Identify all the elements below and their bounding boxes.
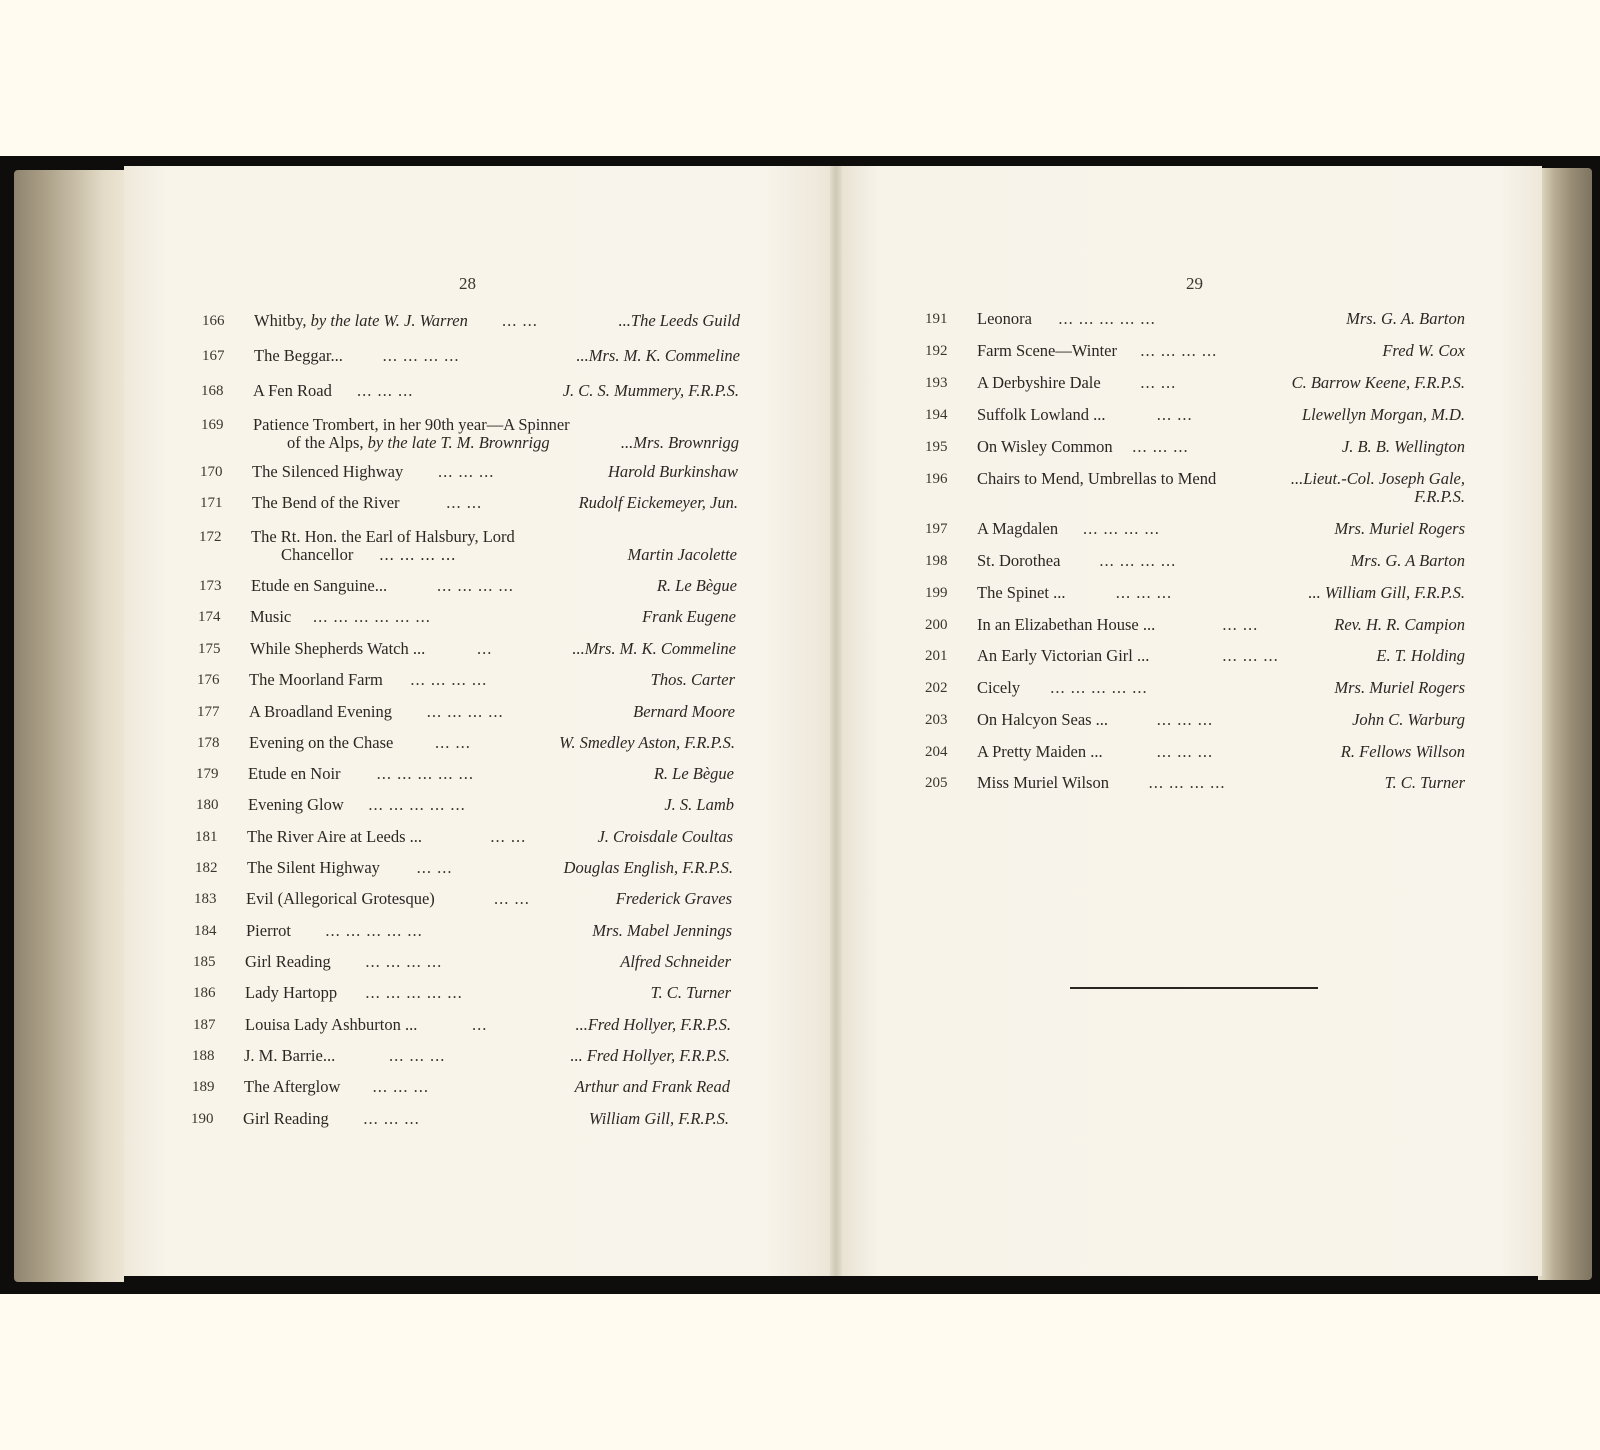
entry-exhibitor: J. C. S. Mummery, F.R.P.S. xyxy=(562,381,739,400)
leader-dots: ... ... ... xyxy=(372,1077,429,1096)
entry-number: 182 xyxy=(195,860,218,876)
entry-title-text: Louisa Lady Ashburton ... xyxy=(245,1015,418,1034)
entry-title xyxy=(977,679,1020,697)
leader-dots: ... ... ... xyxy=(357,381,414,400)
leader-dots: ... ... ... ... xyxy=(382,346,460,365)
entry-title xyxy=(252,463,403,481)
leader-dots: ... ... ... ... xyxy=(1099,551,1177,570)
entry-title xyxy=(253,382,332,400)
entry-title xyxy=(243,1110,329,1128)
entry-title-text: The Beggar... xyxy=(254,346,343,365)
entry-title-text: Whitby, xyxy=(254,311,311,330)
entry-title-text: The Silenced Highway xyxy=(252,462,404,481)
entry-title-text: Cicely xyxy=(977,678,1021,697)
entry-number: 185 xyxy=(193,954,216,970)
catalogue-entry xyxy=(198,640,736,660)
entry-number: 202 xyxy=(925,680,948,696)
entry-exhibitor: R. Le Bègue xyxy=(653,764,734,783)
catalogue-entry xyxy=(192,1047,730,1067)
leader-dots: ... ... ... xyxy=(1222,646,1279,665)
entry-title xyxy=(252,494,400,512)
leader-dots: ... ... ... xyxy=(1132,437,1189,456)
entry-exhibitor: R. Fellows Willson xyxy=(1340,742,1465,761)
entry-number: 186 xyxy=(193,985,216,1001)
catalogue-entry xyxy=(200,463,738,483)
page-number-right: 29 xyxy=(1186,274,1203,293)
left-page-edges xyxy=(14,170,124,1282)
catalogue-entry xyxy=(925,520,1465,540)
entry-title xyxy=(251,577,387,595)
entry-number: 196 xyxy=(925,471,948,487)
entry-number: 178 xyxy=(197,735,220,751)
entry-title-text: Music xyxy=(250,607,292,626)
leader-dots: ... ... xyxy=(494,889,530,908)
entry-exhibitor: E. T. Holding xyxy=(1376,646,1465,665)
entry-title-text: A Broadland Evening xyxy=(249,702,392,721)
entry-exhibitor: Thos. Carter xyxy=(650,670,735,689)
catalogue-entry xyxy=(193,984,731,1004)
entry-title-text: Girl Reading xyxy=(243,1109,329,1128)
leader-dots: ... ... ... xyxy=(389,1046,446,1065)
entry-title xyxy=(254,312,468,330)
entry-exhibitor: ...The Leeds Guild xyxy=(618,311,740,330)
entry-title xyxy=(246,890,435,908)
catalogue-entry xyxy=(199,528,737,568)
catalogue-entry xyxy=(202,347,740,367)
catalogue-entry xyxy=(925,470,1465,510)
catalogue-entry xyxy=(194,922,732,942)
entry-number: 169 xyxy=(201,417,224,433)
entry-exhibitor: ...Mrs. M. K. Commeline xyxy=(572,639,736,658)
catalogue-entry xyxy=(197,734,735,754)
entry-title xyxy=(248,765,341,783)
catalogue-entry xyxy=(925,406,1465,426)
entry-title xyxy=(253,416,570,434)
entry-title-text: A Fen Road xyxy=(253,381,332,400)
entry-exhibitor: R. Le Bègue xyxy=(656,576,737,595)
entry-title-text: Evening on the Chase xyxy=(249,733,394,752)
leader-dots: ... ... ... ... xyxy=(1083,519,1160,538)
catalogue-entry xyxy=(201,382,739,402)
entry-title-text: A Magdalen xyxy=(977,519,1059,538)
entry-exhibitor-continued: F.R.P.S. xyxy=(1414,487,1465,506)
catalogue-entry xyxy=(198,608,736,628)
entry-title xyxy=(249,734,393,752)
entry-title-continued-text: Chancellor xyxy=(281,545,354,564)
entry-exhibitor: Bernard Moore xyxy=(633,702,735,721)
entry-number: 184 xyxy=(194,923,217,939)
entry-number: 170 xyxy=(200,464,223,480)
entry-number: 168 xyxy=(201,383,224,399)
leader-dots: ... ... ... ... ... ... xyxy=(313,607,431,626)
entry-exhibitor: ...Fred Hollyer, F.R.P.S. xyxy=(575,1015,731,1034)
catalogue-entry xyxy=(197,703,735,723)
entry-exhibitor: Frank Eugene xyxy=(642,607,736,626)
entry-title-text: Farm Scene—Winter xyxy=(977,341,1118,360)
catalogue-entry xyxy=(200,494,738,514)
entry-exhibitor: Llewellyn Morgan, M.D. xyxy=(1302,405,1465,424)
entry-title xyxy=(247,859,380,877)
entry-title xyxy=(977,647,1149,665)
entry-title xyxy=(977,310,1032,328)
catalogue-entry xyxy=(925,584,1465,604)
leader-dots: ... ... ... xyxy=(363,1109,420,1128)
entry-title xyxy=(977,711,1108,729)
entry-title xyxy=(250,608,291,626)
entry-title xyxy=(977,342,1117,360)
entry-number: 201 xyxy=(925,648,948,664)
entry-exhibitor: J. S. Lamb xyxy=(664,795,734,814)
entry-number: 174 xyxy=(198,609,221,625)
catalogue-entry xyxy=(199,577,737,597)
leader-dots: ... ... xyxy=(502,311,538,330)
entry-exhibitor: Rev. H. R. Campion xyxy=(1334,615,1465,634)
catalogue-entry xyxy=(202,312,740,332)
entry-title-text: The Silent Highway xyxy=(247,858,380,877)
right-page-edges xyxy=(1538,168,1592,1280)
entry-number: 190 xyxy=(191,1111,214,1127)
entry-number: 167 xyxy=(202,348,225,364)
entry-exhibitor: Alfred Schneider xyxy=(620,952,731,971)
leader-dots: ... ... xyxy=(416,858,453,877)
entry-exhibitor: T. C. Turner xyxy=(650,983,731,1002)
leader-dots: ... ... ... ... xyxy=(1148,773,1226,792)
entry-title-text: Girl Reading xyxy=(245,952,331,971)
entry-title-text: The Afterglow xyxy=(244,1077,341,1096)
leader-dots: ... ... ... xyxy=(1156,742,1214,761)
entry-title xyxy=(251,528,515,546)
entry-number: 193 xyxy=(925,375,948,391)
entry-title xyxy=(977,584,1065,602)
catalogue-entry xyxy=(925,310,1465,330)
entry-number: 187 xyxy=(193,1017,216,1033)
catalogue-entry xyxy=(925,743,1465,763)
catalogue-entry xyxy=(925,342,1465,362)
entry-number: 189 xyxy=(192,1079,215,1095)
entry-number: 179 xyxy=(196,766,219,782)
entry-title-artist: by the late T. M. Brownrigg xyxy=(367,433,550,452)
catalogue-entry xyxy=(925,679,1465,699)
leader-dots: ... ... ... ... xyxy=(365,952,443,971)
leader-dots: ... ... ... ... ... xyxy=(1058,309,1156,328)
entry-exhibitor: W. Smedley Aston, F.R.P.S. xyxy=(559,733,735,752)
entry-title xyxy=(250,640,425,658)
entry-number: 191 xyxy=(925,311,948,327)
entry-exhibitor: Arthur and Frank Read xyxy=(574,1077,730,1096)
entry-number: 166 xyxy=(202,313,225,329)
entry-number: 180 xyxy=(196,797,219,813)
leader-dots: ... ... ... ... ... xyxy=(325,921,423,940)
entry-title xyxy=(977,774,1109,792)
entry-title xyxy=(977,743,1103,761)
entry-number: 197 xyxy=(925,521,948,537)
entry-title-text: In an Elizabethan House ... xyxy=(977,615,1156,634)
leader-dots: ... ... xyxy=(1156,405,1193,424)
leader-dots: ... ... xyxy=(1140,373,1177,392)
closing-rule xyxy=(1070,987,1318,989)
catalogue-entry xyxy=(925,374,1465,394)
entry-number: 171 xyxy=(200,495,223,511)
entry-number: 200 xyxy=(925,617,948,633)
entry-exhibitor: Mrs. G. A. Barton xyxy=(1346,309,1465,328)
entry-number: 177 xyxy=(197,704,220,720)
entry-number: 173 xyxy=(199,578,222,594)
entry-title xyxy=(977,616,1155,634)
entry-title xyxy=(977,470,1216,488)
catalogue-entry xyxy=(194,890,732,910)
entry-number: 172 xyxy=(199,529,222,545)
entry-number: 195 xyxy=(925,439,948,455)
entry-exhibitor: ...Lieut.-Col. Joseph Gale, xyxy=(1290,469,1465,488)
entry-exhibitor: Mrs. Muriel Rogers xyxy=(1334,519,1465,538)
leader-dots: ... xyxy=(477,639,493,658)
catalogue-entry xyxy=(196,765,734,785)
catalogue-entry xyxy=(925,616,1465,636)
entry-title xyxy=(246,922,291,940)
entry-title-text: The Bend of the River xyxy=(252,493,400,512)
entry-exhibitor: Mrs. G. A Barton xyxy=(1350,551,1465,570)
entry-title xyxy=(245,984,337,1002)
entry-exhibitor: J. B. B. Wellington xyxy=(1341,437,1465,456)
entry-title xyxy=(249,703,392,721)
entry-exhibitor: Fred W. Cox xyxy=(1382,341,1465,360)
entry-title xyxy=(977,438,1113,456)
entry-exhibitor: Mrs. Mabel Jennings xyxy=(592,921,732,940)
leader-dots: ... xyxy=(472,1015,488,1034)
entry-title-text: On Halcyon Seas ... xyxy=(977,710,1109,729)
entry-title-text: Etude en Sanguine... xyxy=(251,576,388,595)
entry-title-text: Patience Trombert, in her 90th year—A Spinner xyxy=(253,415,570,434)
book-gutter xyxy=(830,166,842,1276)
entry-title-text: The River Aire at Leeds ... xyxy=(247,827,423,846)
entry-number: 188 xyxy=(192,1048,215,1064)
leader-dots: ... ... xyxy=(490,827,527,846)
entry-number: 204 xyxy=(925,744,948,760)
entry-number: 176 xyxy=(197,672,220,688)
entry-title-continued xyxy=(281,546,456,564)
leader-dots: ... ... xyxy=(435,733,471,752)
entry-exhibitor: ...Mrs. Brownrigg xyxy=(620,433,739,452)
leader-dots: ... ... ... ... ... xyxy=(376,764,474,783)
entry-number: 203 xyxy=(925,712,948,728)
entry-title-text: Evening Glow xyxy=(248,795,344,814)
leader-dots: ... ... ... ... ... xyxy=(365,983,463,1002)
leader-dots: ... ... xyxy=(1222,615,1259,634)
catalogue-entry xyxy=(925,647,1465,667)
entry-title-text: The Moorland Farm xyxy=(249,670,383,689)
entry-title-text: Miss Muriel Wilson xyxy=(977,773,1109,792)
entry-title xyxy=(244,1078,340,1096)
catalogue-entry xyxy=(193,953,731,973)
entry-title xyxy=(977,374,1101,392)
entry-exhibitor: ...Mrs. M. K. Commeline xyxy=(576,346,740,365)
page-number-left: 28 xyxy=(459,274,476,293)
entry-number: 194 xyxy=(925,407,948,423)
entry-number: 181 xyxy=(195,829,218,845)
entry-title-text: A Derbyshire Dale xyxy=(977,373,1101,392)
entry-exhibitor: T. C. Turner xyxy=(1384,773,1465,792)
entry-exhibitor: ... William Gill, F.R.P.S. xyxy=(1308,583,1465,602)
entry-title-text: The Rt. Hon. the Earl of Halsbury, Lord xyxy=(251,527,515,546)
entry-number: 205 xyxy=(925,775,948,791)
entry-title-text: While Shepherds Watch ... xyxy=(250,639,426,658)
leader-dots: ... ... ... ... xyxy=(426,702,504,721)
entry-number: 175 xyxy=(198,641,221,657)
entry-title-text: Pierrot xyxy=(246,921,291,940)
entry-title xyxy=(245,953,331,971)
leader-dots: ... ... ... ... ... xyxy=(368,795,466,814)
entry-number: 198 xyxy=(925,553,948,569)
entry-title xyxy=(249,671,383,689)
catalogue-entry xyxy=(201,416,739,456)
entry-exhibitor: Douglas English, F.R.P.S. xyxy=(563,858,733,877)
entry-title-text: St. Dorothea xyxy=(977,551,1061,570)
entry-exhibitor: J. Croisdale Coultas xyxy=(597,827,733,846)
entry-title-text: On Wisley Common xyxy=(977,437,1113,456)
entry-exhibitor: Frederick Graves xyxy=(615,889,732,908)
entry-title xyxy=(244,1047,335,1065)
entry-title xyxy=(977,552,1060,570)
entry-title-text: Evil (Allegorical Grotesque) xyxy=(246,889,435,908)
leader-dots: ... ... xyxy=(446,493,483,512)
entry-title xyxy=(247,828,422,846)
entry-exhibitor: Rudolf Eickemeyer, Jun. xyxy=(578,493,738,512)
catalogue-entry xyxy=(925,774,1465,794)
entry-title-text: J. M. Barrie... xyxy=(244,1046,336,1065)
leader-dots: ... ... ... xyxy=(438,462,495,481)
entry-title xyxy=(977,520,1058,538)
entry-title-text: The Spinet ... xyxy=(977,583,1066,602)
catalogue-entry xyxy=(197,671,735,691)
entry-title-text: Etude en Noir xyxy=(248,764,341,783)
leader-dots: ... ... ... xyxy=(1156,710,1214,729)
catalogue-entry xyxy=(195,828,733,848)
entry-exhibitor: Martin Jacolette xyxy=(627,545,737,564)
entry-exhibitor: ... Fred Hollyer, F.R.P.S. xyxy=(570,1046,730,1065)
catalogue-entry xyxy=(193,1016,731,1036)
entry-title-text: Leonora xyxy=(977,309,1032,328)
catalogue-entry xyxy=(192,1078,730,1098)
leader-dots: ... ... ... ... xyxy=(379,545,457,564)
catalogue-entry xyxy=(191,1110,729,1130)
leader-dots: ... ... ... ... ... xyxy=(1050,678,1148,697)
entry-exhibitor: C. Barrow Keene, F.R.P.S. xyxy=(1291,373,1465,392)
catalogue-entry xyxy=(195,859,733,879)
entry-title xyxy=(977,406,1105,424)
entry-exhibitor: Mrs. Muriel Rogers xyxy=(1334,678,1465,697)
entry-exhibitor: Harold Burkinshaw xyxy=(607,462,738,481)
entry-title-continued xyxy=(287,434,550,452)
entry-title-text: A Pretty Maiden ... xyxy=(977,742,1103,761)
entry-title-continued-text: of the Alps, xyxy=(287,433,368,452)
leader-dots: ... ... ... ... xyxy=(410,670,488,689)
catalogue-entry xyxy=(925,552,1465,572)
leader-dots: ... ... ... ... xyxy=(437,576,514,595)
entry-number: 199 xyxy=(925,585,948,601)
entry-title-text: An Early Victorian Girl ... xyxy=(977,646,1150,665)
entry-exhibitor: John C. Warburg xyxy=(1352,710,1465,729)
entry-title-artist: by the late W. J. Warren xyxy=(310,311,468,330)
entry-title-text: Lady Hartopp xyxy=(245,983,338,1002)
catalogue-entry xyxy=(925,438,1465,458)
entry-title xyxy=(245,1016,417,1034)
entry-title-text: Suffolk Lowland ... xyxy=(977,405,1106,424)
entry-number: 183 xyxy=(194,891,217,907)
entry-title xyxy=(254,347,343,365)
leader-dots: ... ... ... ... xyxy=(1140,341,1218,360)
entry-title xyxy=(248,796,344,814)
catalogue-entry xyxy=(925,711,1465,731)
entry-title-text: Chairs to Mend, Umbrellas to Mend xyxy=(977,469,1217,488)
entry-number: 192 xyxy=(925,343,948,359)
catalogue-entry xyxy=(196,796,734,816)
leader-dots: ... ... ... xyxy=(1115,583,1173,602)
entry-exhibitor: William Gill, F.R.P.S. xyxy=(588,1109,729,1128)
